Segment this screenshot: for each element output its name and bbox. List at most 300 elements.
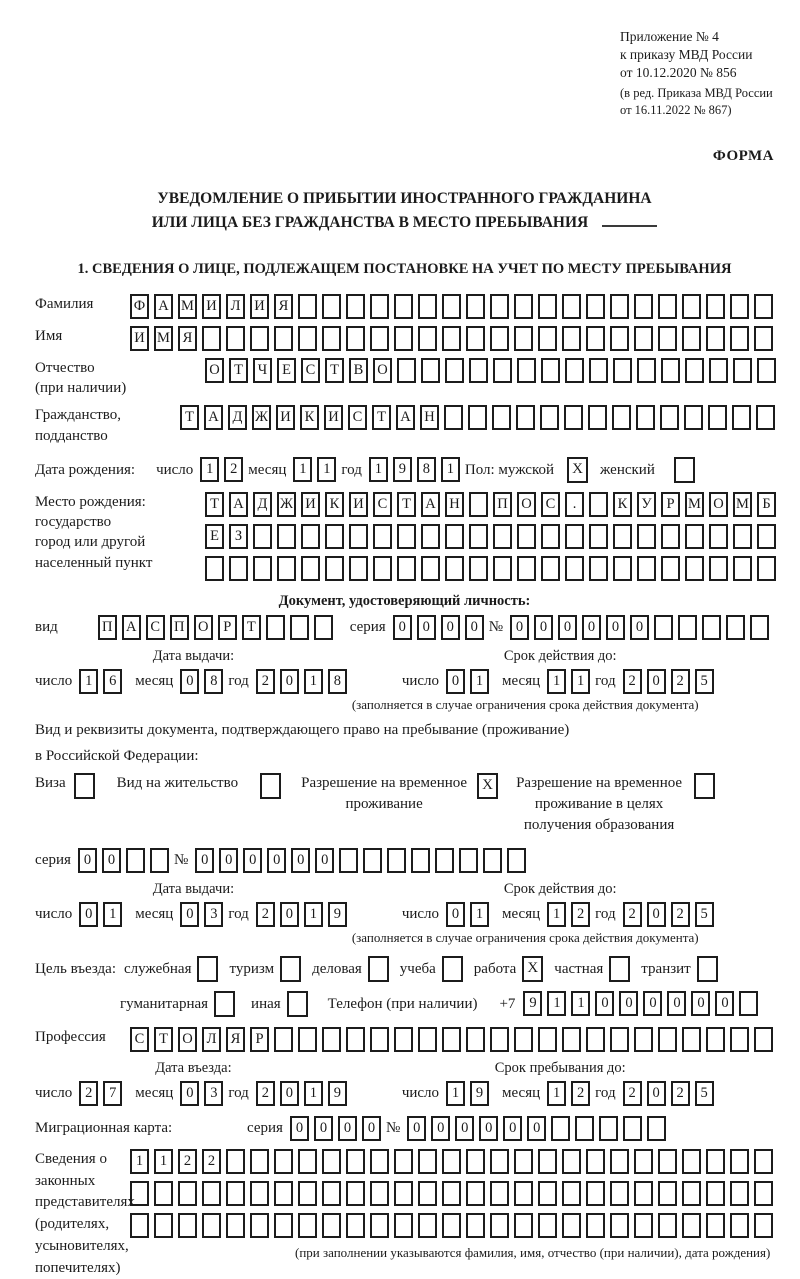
purpose-option: транзит <box>641 956 717 982</box>
char-cell <box>706 1027 725 1052</box>
char-cell: 0 <box>78 848 97 873</box>
char-cell: У <box>637 492 656 517</box>
char-cell <box>589 556 608 581</box>
char-cell <box>757 524 776 549</box>
representatives-note: (при заполнении указываются фамилия, имя, отчество (при наличии), дата рождения) <box>295 1244 771 1260</box>
char-cell <box>469 492 488 517</box>
char-cell <box>421 556 440 581</box>
doc-valid-title: Срок действия до: <box>503 647 617 664</box>
char-cell <box>757 556 776 581</box>
char-cell <box>709 524 728 549</box>
char-cell: 2 <box>623 902 642 927</box>
representatives-row <box>35 1149 774 1279</box>
edu-permit-checkbox <box>694 773 715 799</box>
birth-date-label: Дата рождения: <box>35 461 136 478</box>
char-cell <box>637 358 656 383</box>
entry-month-cells <box>180 1081 228 1106</box>
char-cell: 1 <box>304 669 323 694</box>
char-cell <box>682 294 701 319</box>
char-cell <box>394 1027 413 1052</box>
doc-valid-note: (заполняется в случае ограничения срока действия документа) <box>351 696 699 712</box>
char-cell <box>610 294 629 319</box>
char-cell: 0 <box>441 615 460 640</box>
char-cell <box>394 326 413 351</box>
char-cell <box>370 1213 389 1238</box>
temp-permit-label: Разрешение на временное проживание <box>301 774 468 812</box>
char-cell <box>290 615 309 640</box>
char-cell <box>349 524 368 549</box>
char-cell <box>658 1149 677 1174</box>
char-cell <box>325 556 344 581</box>
char-cell <box>623 1116 642 1141</box>
char-cell: 0 <box>102 848 121 873</box>
purpose-checkbox <box>197 956 218 982</box>
name-cells <box>130 326 778 351</box>
char-cell <box>346 1181 365 1206</box>
char-cell <box>435 848 454 873</box>
char-cell <box>298 294 317 319</box>
purpose-option: деловая <box>312 956 389 982</box>
permit-series-label: серия <box>35 852 71 869</box>
citizenship-row <box>35 405 774 446</box>
doc-issue-day-cells <box>79 669 127 694</box>
visa-checkbox <box>74 773 95 799</box>
char-cell <box>562 326 581 351</box>
char-cell: Ж <box>277 492 296 517</box>
char-cell <box>469 358 488 383</box>
char-cell <box>756 405 775 430</box>
char-cell: 0 <box>407 1116 426 1141</box>
char-cell: М <box>685 492 704 517</box>
purpose-option: туризм <box>229 956 301 982</box>
char-cell <box>442 1181 461 1206</box>
entry-date-title: Дата въезда: <box>155 1059 232 1076</box>
doc-valid-col: Срок действия до: число 0 1 месяц 1 1 год 2 0 2 5 (заполняется в случае ограничения срока действия документа) <box>402 648 719 713</box>
char-cell <box>468 405 487 430</box>
char-cell <box>277 556 296 581</box>
char-cell <box>226 326 245 351</box>
char-cell <box>325 524 344 549</box>
char-cell <box>726 615 745 640</box>
char-cell <box>514 1027 533 1052</box>
char-cell <box>507 848 526 873</box>
char-cell <box>250 326 269 351</box>
char-cell: 0 <box>534 615 553 640</box>
char-cell <box>586 1027 605 1052</box>
name-row <box>35 326 774 351</box>
char-cell <box>298 1213 317 1238</box>
char-cell: 2 <box>256 902 275 927</box>
char-cell: О <box>517 492 536 517</box>
char-cell: П <box>170 615 189 640</box>
char-cell: 0 <box>558 615 577 640</box>
char-cell <box>634 1027 653 1052</box>
char-cell: Я <box>178 326 197 351</box>
birthplace-label: Место рождения: государство город или другой населенный пункт <box>35 493 153 571</box>
doc-issue-month-cells <box>180 669 228 694</box>
doc-number-cells <box>510 615 774 640</box>
char-cell <box>709 358 728 383</box>
char-cell <box>730 1181 749 1206</box>
char-cell: Д <box>253 492 272 517</box>
header-line: Приложение № 4 <box>620 29 719 44</box>
char-cell <box>226 1181 245 1206</box>
char-cell <box>130 1181 149 1206</box>
doc-kind-cells <box>98 615 338 640</box>
birthplace-row <box>35 492 774 581</box>
doc-valid-month-cells <box>547 669 595 694</box>
char-cell <box>301 556 320 581</box>
char-cell: 0 <box>180 669 199 694</box>
char-cell <box>586 326 605 351</box>
char-cell <box>682 1149 701 1174</box>
char-cell <box>298 1149 317 1174</box>
patronymic-label: Отчество (при наличии) <box>35 359 127 397</box>
char-cell <box>589 492 608 517</box>
char-cell: 0 <box>290 1116 309 1141</box>
char-cell: А <box>204 405 223 430</box>
permit-options-row <box>35 773 774 836</box>
char-cell: В <box>349 358 368 383</box>
char-cell: П <box>98 615 117 640</box>
char-cell <box>613 524 632 549</box>
birthplace-cells-row2 <box>205 524 781 549</box>
char-cell <box>322 1181 341 1206</box>
char-cell <box>226 1213 245 1238</box>
patronymic-row <box>35 358 774 399</box>
char-cell <box>565 358 584 383</box>
char-cell: 0 <box>527 1116 546 1141</box>
char-cell <box>589 358 608 383</box>
char-cell <box>706 1149 725 1174</box>
sex-male-label: Пол: мужской <box>464 461 555 478</box>
char-cell <box>733 358 752 383</box>
char-cell <box>445 358 464 383</box>
char-cell <box>658 1027 677 1052</box>
birth-day-cells <box>200 457 248 482</box>
char-cell: К <box>325 492 344 517</box>
purpose-checkbox <box>609 956 630 982</box>
char-cell <box>397 524 416 549</box>
char-cell <box>538 1213 557 1238</box>
migration-card-label: Миграционная карта: <box>35 1120 173 1137</box>
char-cell: 0 <box>465 615 484 640</box>
char-cell <box>588 405 607 430</box>
char-cell: С <box>541 492 560 517</box>
char-cell <box>411 848 430 873</box>
char-cell <box>298 1181 317 1206</box>
char-cell <box>538 294 557 319</box>
char-cell <box>538 1149 557 1174</box>
char-cell <box>418 1213 437 1238</box>
char-cell <box>459 848 478 873</box>
char-cell: Р <box>661 492 680 517</box>
char-cell: С <box>373 492 392 517</box>
char-cell: 1 <box>470 902 489 927</box>
char-cell: 0 <box>643 991 662 1016</box>
char-cell: 0 <box>647 1081 666 1106</box>
char-cell <box>178 1181 197 1206</box>
char-cell: 5 <box>695 1081 714 1106</box>
char-cell <box>730 294 749 319</box>
permit-valid-note: (заполняется в случае ограничения срока действия документа) <box>351 929 699 945</box>
char-cell: 8 <box>417 457 436 482</box>
stay-year-cells <box>623 1081 719 1106</box>
char-cell: 2 <box>256 669 275 694</box>
char-cell <box>370 326 389 351</box>
permit-valid-month-cells <box>547 902 595 927</box>
char-cell <box>610 1213 629 1238</box>
purpose-option: учеба <box>400 956 463 982</box>
char-cell <box>154 1181 173 1206</box>
char-cell <box>562 1027 581 1052</box>
char-cell <box>730 1213 749 1238</box>
purpose-label: Цель въезда: <box>35 960 116 977</box>
char-cell <box>586 294 605 319</box>
char-cell: 2 <box>571 902 590 927</box>
purpose-checkbox <box>214 991 235 1017</box>
permit-number-cells <box>195 848 531 873</box>
surname-row <box>35 294 774 319</box>
char-cell: 3 <box>204 902 223 927</box>
edu-permit-label: Разрешение на временное проживание в целях получения образования <box>516 774 683 833</box>
doc-number-label: № <box>488 619 503 636</box>
char-cell <box>517 524 536 549</box>
char-cell: 0 <box>595 991 614 1016</box>
purpose-option: иная <box>251 991 308 1017</box>
char-cell <box>514 294 533 319</box>
char-cell <box>418 1027 437 1052</box>
char-cell: 1 <box>79 669 98 694</box>
char-cell <box>754 1181 773 1206</box>
char-cell <box>589 524 608 549</box>
title-line-2: ИЛИ ЛИЦА БЕЗ ГРАЖДАНСТВА В МЕСТО ПРЕБЫВАНИЯ <box>35 211 774 235</box>
char-cell <box>682 1181 701 1206</box>
char-cell: 0 <box>503 1116 522 1141</box>
char-cell <box>517 358 536 383</box>
char-cell <box>564 405 583 430</box>
char-cell: М <box>733 492 752 517</box>
char-cell: 2 <box>202 1149 221 1174</box>
char-cell: 9 <box>470 1081 489 1106</box>
char-cell: 0 <box>195 848 214 873</box>
char-cell <box>562 294 581 319</box>
char-cell <box>253 524 272 549</box>
char-cell <box>445 556 464 581</box>
char-cell: 1 <box>547 1081 566 1106</box>
char-cell <box>349 556 368 581</box>
char-cell <box>754 1027 773 1052</box>
char-cell <box>637 524 656 549</box>
char-cell: 0 <box>280 902 299 927</box>
char-cell <box>730 1027 749 1052</box>
char-cell <box>754 1149 773 1174</box>
birthplace-cells-row1 <box>205 492 781 517</box>
char-cell <box>538 1027 557 1052</box>
char-cell <box>130 1213 149 1238</box>
char-cell: 0 <box>630 615 649 640</box>
char-cell <box>732 405 751 430</box>
char-cell <box>202 1181 221 1206</box>
char-cell: 0 <box>219 848 238 873</box>
permit-valid-col: Срок действия до: число 0 1 месяц 1 2 год 2 0 2 5 (заполняется в случае ограничения срока действия документа) <box>402 881 719 946</box>
char-cell <box>706 326 725 351</box>
legal-header-edit-note <box>620 85 774 118</box>
char-cell: 1 <box>200 457 219 482</box>
char-cell: 1 <box>547 991 566 1016</box>
char-cell: 9 <box>328 902 347 927</box>
char-cell <box>339 848 358 873</box>
char-cell <box>274 1149 293 1174</box>
char-cell <box>754 1213 773 1238</box>
char-cell <box>442 294 461 319</box>
char-cell: Я <box>226 1027 245 1052</box>
representatives-cells-row1 <box>130 1149 778 1174</box>
char-cell <box>322 294 341 319</box>
char-cell: 0 <box>455 1116 474 1141</box>
char-cell: 8 <box>204 669 223 694</box>
char-cell <box>754 294 773 319</box>
visa-label: Виза <box>35 774 66 791</box>
char-cell <box>757 358 776 383</box>
char-cell <box>634 294 653 319</box>
char-cell: И <box>202 294 221 319</box>
char-cell <box>661 358 680 383</box>
char-cell <box>373 556 392 581</box>
profession-cells <box>130 1027 778 1052</box>
purpose-checkbox <box>287 991 308 1017</box>
char-cell <box>682 1027 701 1052</box>
char-cell <box>274 326 293 351</box>
char-cell <box>370 294 389 319</box>
char-cell: 1 <box>441 457 460 482</box>
migration-number-label: № <box>385 1120 401 1137</box>
char-cell <box>202 326 221 351</box>
char-cell: С <box>301 358 320 383</box>
form-label: ФОРМА <box>712 147 774 164</box>
char-cell <box>250 1181 269 1206</box>
char-cell: Т <box>325 358 344 383</box>
char-cell <box>346 1213 365 1238</box>
char-cell <box>562 1149 581 1174</box>
char-cell <box>586 1213 605 1238</box>
char-cell <box>708 405 727 430</box>
char-cell <box>277 524 296 549</box>
birth-date-row <box>35 457 774 483</box>
char-cell: Л <box>202 1027 221 1052</box>
char-cell <box>647 1116 666 1141</box>
birth-year-label: год <box>341 461 362 478</box>
char-cell: Н <box>420 405 439 430</box>
char-cell: П <box>493 492 512 517</box>
char-cell: 2 <box>571 1081 590 1106</box>
char-cell <box>397 556 416 581</box>
char-cell <box>599 1116 618 1141</box>
purpose-option: частная <box>554 956 630 982</box>
char-cell <box>575 1116 594 1141</box>
section1-title: 1. СВЕДЕНИЯ О ЛИЦЕ, ПОДЛЕЖАЩЕМ ПОСТАНОВКЕ НА УЧЕТ ПО МЕСТУ ПРЕБЫВАНИЯ <box>77 260 732 277</box>
char-cell: О <box>178 1027 197 1052</box>
char-cell <box>661 556 680 581</box>
char-cell <box>685 524 704 549</box>
char-cell: 0 <box>362 1116 381 1141</box>
char-cell: Е <box>277 358 296 383</box>
char-cell: И <box>250 294 269 319</box>
char-cell <box>634 326 653 351</box>
migration-series-cells <box>290 1116 386 1141</box>
char-cell <box>565 524 584 549</box>
char-cell: 2 <box>671 669 690 694</box>
char-cell: 0 <box>79 902 98 927</box>
char-cell: 0 <box>180 1081 199 1106</box>
char-cell: И <box>349 492 368 517</box>
char-cell: 0 <box>280 1081 299 1106</box>
purpose-checkbox <box>280 956 301 982</box>
purpose-row-1 <box>35 956 774 982</box>
purpose-option: гуманитарная <box>120 991 235 1017</box>
purpose-option: служебная <box>124 956 219 982</box>
char-cell: 9 <box>523 991 542 1016</box>
char-cell <box>493 556 512 581</box>
char-cell: И <box>276 405 295 430</box>
char-cell: 0 <box>431 1116 450 1141</box>
char-cell: 2 <box>623 1081 642 1106</box>
char-cell: О <box>709 492 728 517</box>
char-cell: 1 <box>547 902 566 927</box>
char-cell <box>266 615 285 640</box>
char-cell <box>706 1181 725 1206</box>
char-cell: 2 <box>671 1081 690 1106</box>
phone-label: Телефон (при наличии) <box>327 995 478 1012</box>
document-title <box>35 187 774 235</box>
stay-until-col: Срок пребывания до: число 1 9 месяц 1 2 год 2 0 2 5 <box>402 1060 719 1106</box>
char-cell <box>298 1027 317 1052</box>
char-cell <box>514 1149 533 1174</box>
patronymic-cells <box>205 358 781 383</box>
char-cell <box>739 991 758 1016</box>
identity-doc-title: Документ, удостоверяющий личность: <box>278 592 531 609</box>
char-cell: А <box>122 615 141 640</box>
char-cell: Т <box>397 492 416 517</box>
char-cell: 2 <box>623 669 642 694</box>
char-cell <box>346 294 365 319</box>
purpose-checkbox <box>442 956 463 982</box>
sex-female-checkbox <box>674 457 695 483</box>
char-cell: К <box>300 405 319 430</box>
surname-label: Фамилия <box>35 295 94 312</box>
char-cell: 0 <box>446 669 465 694</box>
char-cell <box>394 294 413 319</box>
char-cell: 0 <box>446 902 465 927</box>
char-cell <box>466 1149 485 1174</box>
char-cell: 0 <box>243 848 262 873</box>
char-cell: Р <box>218 615 237 640</box>
temp-permit-checkbox: X <box>477 773 498 799</box>
char-cell: Ж <box>252 405 271 430</box>
char-cell <box>490 1027 509 1052</box>
char-cell <box>274 1027 293 1052</box>
char-cell: З <box>229 524 248 549</box>
char-cell <box>226 1149 245 1174</box>
doc-series-cells <box>393 615 489 640</box>
char-cell: 1 <box>130 1149 149 1174</box>
char-cell: 0 <box>715 991 734 1016</box>
char-cell <box>514 326 533 351</box>
char-cell <box>706 1213 725 1238</box>
char-cell: О <box>205 358 224 383</box>
char-cell: 5 <box>695 669 714 694</box>
char-cell <box>612 405 631 430</box>
